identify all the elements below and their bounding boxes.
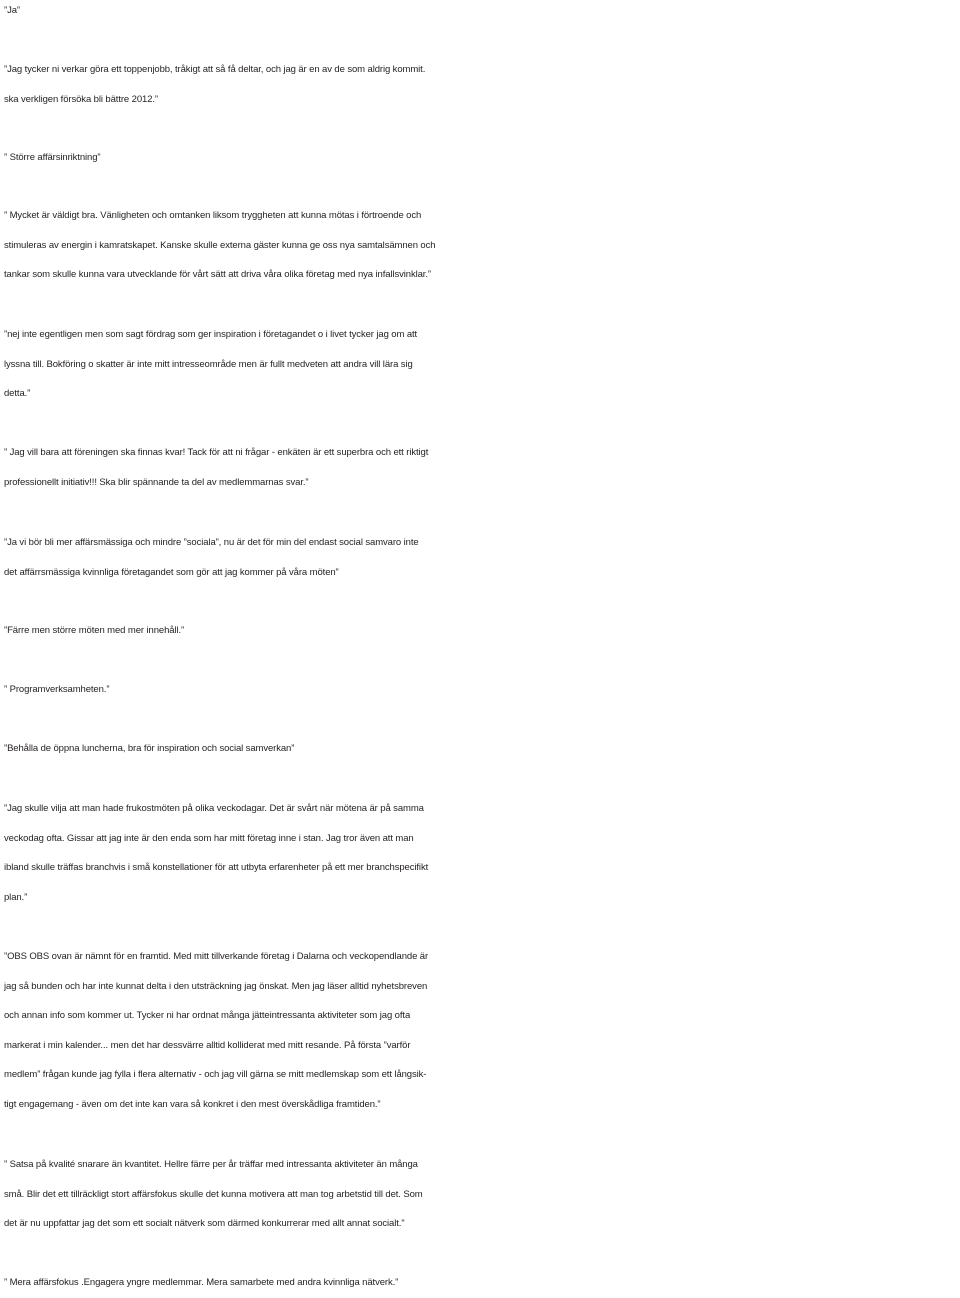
response-paragraph bbox=[4, 143, 960, 173]
text-line: ” Satsa på kvalité snarare än kvantitet. Hellre färre per år träffar med intressanta aktiviteter än många bbox=[4, 1159, 418, 1170]
response-paragraph bbox=[4, 438, 960, 497]
text-line: ”Jag tycker ni verkar göra ett toppenjobb, tråkigt att så få deltar, och jag är en av de som aldrig kommit. bbox=[4, 64, 426, 75]
text-line: ” Mera affärsfokus .Engagera yngre medlemmar. Mera samarbete med andra kvinnliga nätverk.” bbox=[4, 1277, 399, 1288]
text-line: stimuleras av energin i kamratskapet. Kanske skulle externa gäster kunna ge oss nya samtalsämnen och bbox=[4, 239, 436, 251]
response-paragraph bbox=[4, 942, 960, 1119]
text-line: det är nu uppfattar jag det som ett socialt nätverk som därmed konkurrerar med allt annat socialt.” bbox=[4, 1218, 405, 1229]
response-paragraph bbox=[4, 320, 960, 409]
text-line: små. Blir det ett tillräckligt stort affärsfokus skulle det kunna motivera att man tog arbetstid till det. Som bbox=[4, 1188, 423, 1200]
text-line: ” Större affärsinriktning” bbox=[4, 152, 101, 163]
response-paragraph bbox=[4, 201, 960, 290]
text-line: plan.” bbox=[4, 891, 28, 903]
text-line: ”Behålla de öppna luncherna, bra för inspiration och social samverkan” bbox=[4, 743, 295, 754]
text-line: det affärrsmässiga kvinnliga företagandet som gör att jag kommer på våra möten” bbox=[4, 566, 339, 578]
text-line: ” Jag vill bara att föreningen ska finnas kvar! Tack för att ni frågar - enkäten är ett superbra och ett riktigt bbox=[4, 447, 429, 458]
response-paragraph bbox=[4, 528, 960, 587]
response-paragraph bbox=[4, 675, 960, 705]
response-paragraph bbox=[4, 1268, 960, 1298]
text-line: ” Mycket är väldigt bra. Vänligheten och omtanken liksom tryggheten att kunna mötas i förtroende och bbox=[4, 210, 422, 221]
text-line: ”nej inte egentligen men som sagt fördrag som ger inspiration i företagandet o i livet tycker jag om att bbox=[4, 329, 418, 340]
text-line: ”Ja vi bör bli mer affärsmässiga och mindre ”sociala”, nu är det för min del endast social samvaro inte bbox=[4, 537, 419, 548]
text-line: lyssna till. Bokföring o skatter är inte mitt intresseområde men är fullt medveten att andra vill lära sig bbox=[4, 358, 413, 370]
response-paragraph bbox=[4, 55, 960, 114]
text-line: medlem” frågan kunde jag fylla i flera alternativ - och jag vill gärna se mitt medlemskap som ett långsik- bbox=[4, 1069, 427, 1080]
text-line: professionellt initiativ!!! Ska blir spännande ta del av medlemmarnas svar.” bbox=[4, 476, 309, 488]
text-line: ibland skulle träffas branchvis i små konstellationer för att utbyta erfarenheter på ett mer branchspecifikt bbox=[4, 862, 429, 873]
text-line: ” Programverksamheten.” bbox=[4, 684, 110, 695]
text-line: ”OBS OBS ovan är nämnt för en framtid. Med mitt tillverkande företag i Dalarna och veckopendlande är bbox=[4, 951, 429, 962]
response-paragraph bbox=[4, 794, 960, 912]
response-paragraph bbox=[4, 0, 960, 26]
text-line: veckodag ofta. Gissar att jag inte är den enda som har mitt företag inne i stan. Jag tror även att man bbox=[4, 832, 414, 844]
response-paragraph bbox=[4, 734, 960, 764]
response-paragraph bbox=[4, 1150, 960, 1239]
text-line: markerat i min kalender... men det har dessvärre alltid kolliderat med mitt resande. På första ”varför bbox=[4, 1039, 411, 1051]
text-line: ”Jag skulle vilja att man hade frukostmöten på olika veckodagar. Det är svårt när mötena är på samma bbox=[4, 803, 424, 814]
response-paragraph bbox=[4, 616, 960, 646]
text-line: ska verkligen försöka bli bättre 2012.” bbox=[4, 93, 158, 105]
text-line: tigt engagemang - även om det inte kan vara så konkret i den mest överskådliga framtiden.” bbox=[4, 1098, 381, 1110]
text-line: ”Ja” bbox=[4, 5, 20, 16]
text-line: och annan info som kommer ut. Tycker ni har ordnat många jätteintressanta aktiviteter som jag ofta bbox=[4, 1010, 411, 1021]
text-line: ”Färre men större möten med mer innehåll.” bbox=[4, 625, 185, 636]
text-line: detta.” bbox=[4, 388, 31, 399]
text-line: jag så bunden och har inte kunnat delta i den utsträckning jag önskat. Men jag läser alltid nyhetsbreven bbox=[4, 980, 428, 992]
text-line: tankar som skulle kunna vara utvecklande för vårt sätt att driva våra olika företag med nya infallsvinklar.” bbox=[4, 269, 431, 280]
